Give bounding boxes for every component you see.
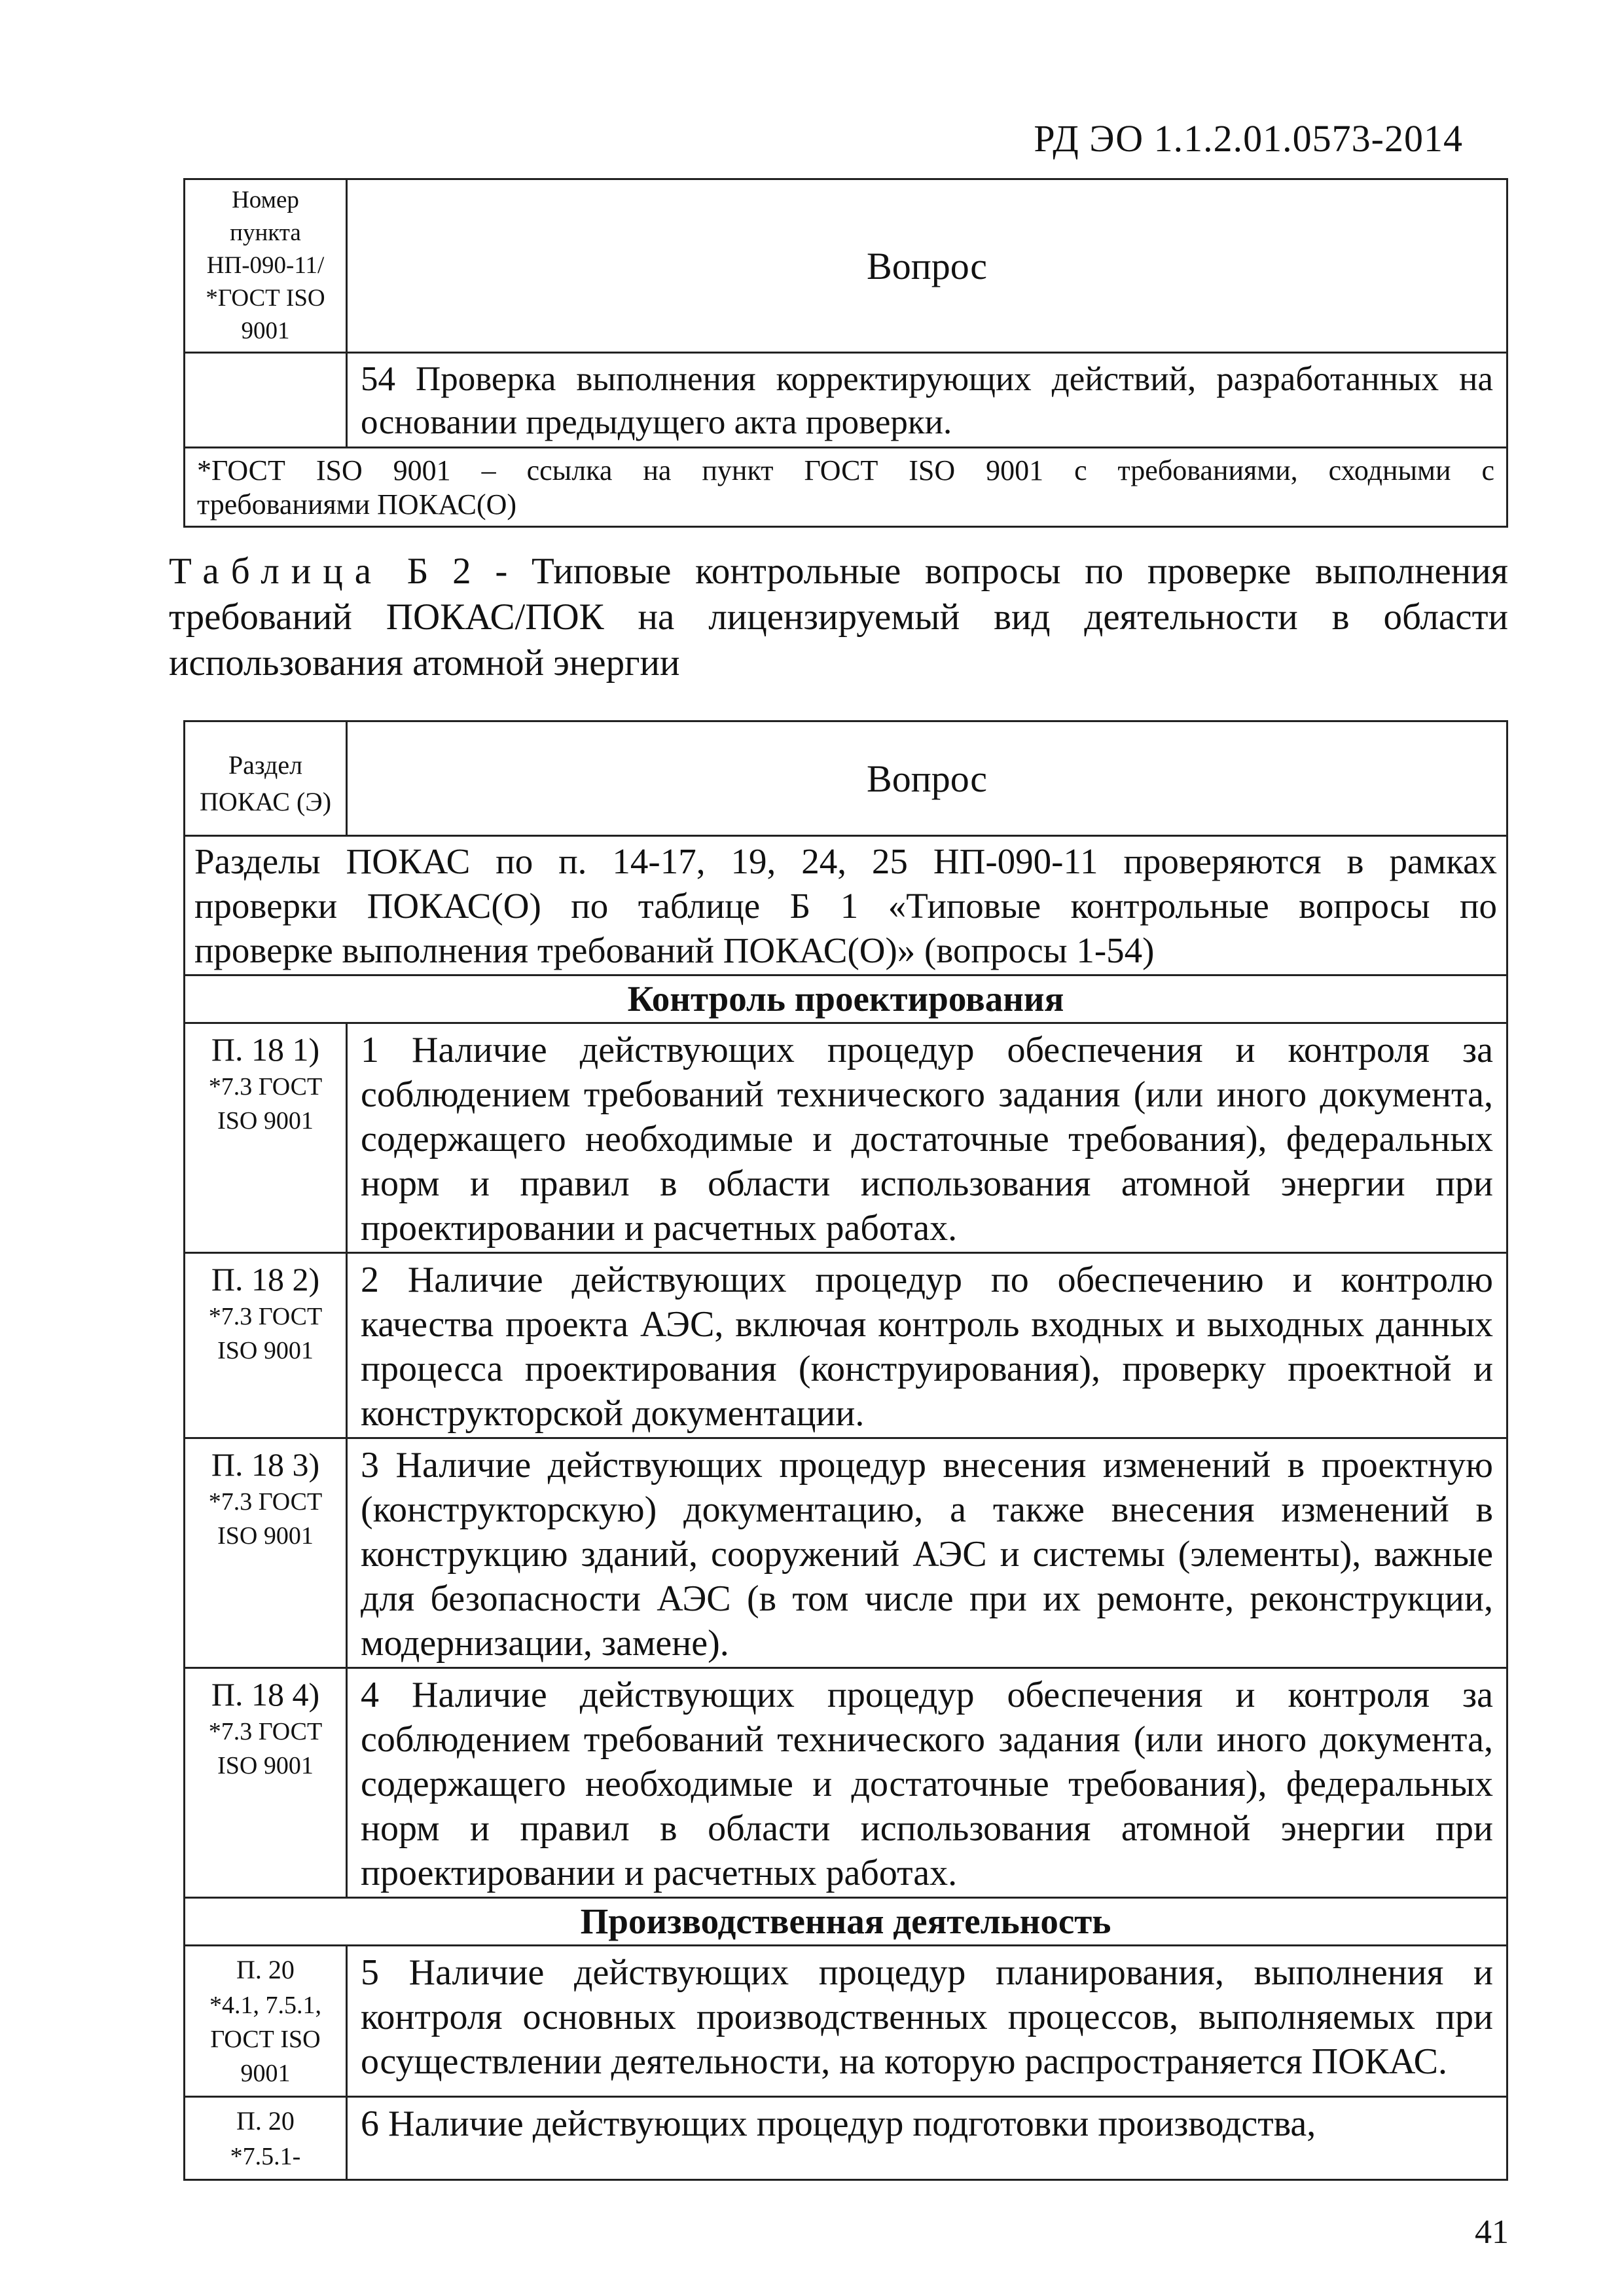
section-row [185, 1898, 1507, 1946]
footnote-line: *ГОСТ ISO 9001 – ссылка на пункт ГОСТ ISO 9001 с требованиями, сходными с [197, 454, 1494, 486]
table-row [185, 1668, 1507, 1898]
header-line: ПОКАС (Э) [199, 787, 332, 816]
table-header-row [185, 721, 1507, 836]
caption-line: использования атомной энергии [169, 642, 680, 683]
gost-ref: ISO 9001 [217, 1522, 314, 1550]
checklist-table [183, 720, 1508, 2181]
intro-line: Разделы ПОКАС по п. 14-17, 19, 24, 25 НП-090-11 проверяются в рамках [194, 841, 1497, 881]
header-line: НП-090-11/ [206, 252, 325, 279]
table-continuation [183, 178, 1508, 528]
table-row [185, 1946, 1507, 2097]
column-header-item-number [185, 179, 347, 353]
caption-line: требований ПОКАС/ПОК на лицензируемый вид деятельности в области [169, 596, 1508, 638]
table-row [185, 1253, 1507, 1438]
table-header-row [185, 179, 1507, 353]
caption-title: Б 2 - Типовые контрольные вопросы по проверке выполнения [406, 551, 1509, 592]
table-caption [169, 549, 1508, 686]
gost-ref: ISO 9001 [217, 1107, 314, 1135]
gost-ref: ГОСТ ISO [210, 2026, 321, 2053]
header-line: Раздел [228, 750, 303, 780]
document-code: РД ЭО 1.1.2.01.0573-2014 [1034, 117, 1463, 160]
section-ref-cell [185, 1438, 347, 1668]
column-header-question: Вопрос [347, 179, 1507, 353]
header-line: Номер [232, 187, 299, 213]
item-ref: П. 18 3) [211, 1446, 320, 1483]
gost-ref: ISO 9001 [217, 1337, 314, 1364]
section-row [185, 975, 1507, 1023]
gost-ref: *7.3 ГОСТ [208, 1303, 323, 1330]
item-ref: П. 18 2) [211, 1261, 320, 1298]
footnote-line: требованиями ПОКАС(О) [197, 488, 517, 520]
gost-ref: *7.3 ГОСТ [208, 1073, 323, 1101]
item-ref: П. 20 [236, 2106, 295, 2136]
intro-line: проверке выполнения требований ПОКАС(О)» (вопросы 1-54) [194, 930, 1155, 970]
gost-ref: ISO 9001 [217, 1752, 314, 1779]
header-line: 9001 [241, 318, 290, 344]
table-note-row [185, 448, 1507, 527]
intro-text [185, 836, 1507, 975]
section-title: Производственная деятельность [185, 1898, 1507, 1946]
item-ref: П. 18 4) [211, 1676, 320, 1713]
column-header-question: Вопрос [347, 721, 1507, 836]
section-ref-cell [185, 1946, 347, 2097]
header-line: пункта [230, 219, 301, 246]
gost-ref: *4.1, 7.5.1, [209, 1992, 321, 2019]
table-row [185, 2097, 1507, 2180]
table-row [185, 1023, 1507, 1253]
item-ref: П. 20 [236, 1955, 295, 1984]
section-ref-cell [185, 1253, 347, 1438]
intro-line: проверки ПОКАС(О) по таблице Б 1 «Типовые контрольные вопросы по [194, 886, 1497, 926]
page-number: 41 [1475, 2214, 1509, 2251]
gost-ref: 9001 [240, 2060, 291, 2087]
section-ref-cell [185, 2097, 347, 2180]
question-cell: 4 Наличие действующих процедур обеспечения и контроля за соблюдением требований технического задания (или иного документа, содержащего необходимые и достаточные требования), федеральных норм и правил в области использования атомной энергии при проектировании и расчетных работах. [347, 1668, 1507, 1898]
column-header-section [185, 721, 347, 836]
question-cell: 3 Наличие действующих процедур внесения изменений в проектную (конструкторскую) документацию, а также внесения изменений в конструкцию зданий, сооружений АЭС и системы (элементы), важные для безопасности АЭС (в том числе при их ремонте, реконструкции, модернизации, замене). [347, 1438, 1507, 1668]
question-cell: 1 Наличие действующих процедур обеспечения и контроля за соблюдением требований технического задания (или иного документа, содержащего необходимые и достаточные требования), федеральных норм и правил в области использования атомной энергии при проектировании и расчетных работах. [347, 1023, 1507, 1253]
caption-line [169, 549, 1508, 594]
question-cell: 54 Проверка выполнения корректирующих действий, разработанных на основании предыдущего акта проверки. [347, 353, 1507, 448]
gost-ref: *7.3 ГОСТ [208, 1488, 323, 1516]
table-footnote [185, 448, 1507, 527]
item-ref: П. 18 1) [211, 1031, 320, 1068]
gost-ref: *7.3 ГОСТ [208, 1718, 323, 1745]
gost-ref: *7.5.1- [230, 2143, 301, 2170]
section-title: Контроль проектирования [185, 975, 1507, 1023]
question-cell: 6 Наличие действующих процедур подготовки производства, [347, 2097, 1507, 2180]
table-row [185, 1438, 1507, 1668]
table-row [185, 353, 1507, 448]
header-line: *ГОСТ ISO [206, 285, 325, 312]
section-ref-cell [185, 1668, 347, 1898]
section-ref-cell [185, 1023, 347, 1253]
item-ref-cell [185, 353, 347, 448]
intro-row [185, 836, 1507, 975]
question-cell: 2 Наличие действующих процедур по обеспечению и контролю качества проекта АЭС, включая контроль входных и выходных данных процесса проектирования (конструирования), проверку проектной и конструкторской документации. [347, 1253, 1507, 1438]
question-cell: 5 Наличие действующих процедур планирования, выполнения и контроля основных производственных процессов, выполняемых при осуществлении деятельности, на которую распространяется ПОКАС. [347, 1946, 1507, 2097]
caption-label: Таблица [169, 551, 384, 592]
